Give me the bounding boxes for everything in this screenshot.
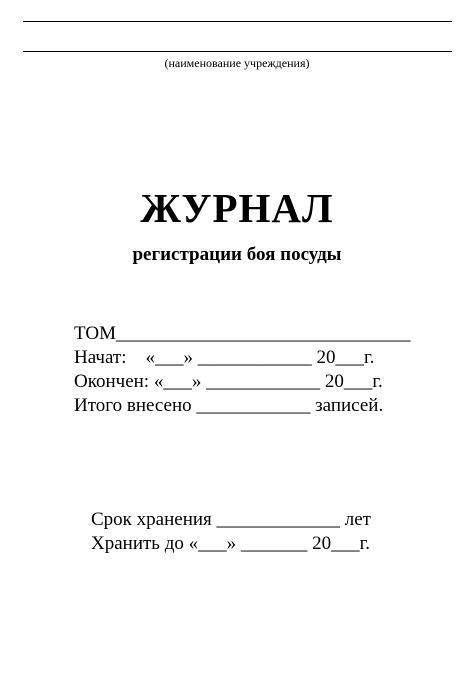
org-name-line-2 [23,51,452,52]
org-name-line-1 [23,21,452,22]
storage-period-line: Срок хранения _____________ лет [91,509,371,530]
keep-until-line: Хранить до «___» _______ 20___г. [91,533,371,554]
records-total-line: Итого внесено ____________ записей. [74,395,384,416]
org-name-caption: (наименование учреждения) [164,56,310,70]
journal-title: ЖУРНАЛ [140,185,334,231]
journal-subtitle: регистрации боя посуды [132,244,342,265]
started-date-line: Начат: «___» ____________ 20___г. [74,347,375,368]
volume-line: ТОМ_______________________________ [74,323,411,344]
finished-date-line: Окончен: «___» ____________ 20___г. [74,371,383,392]
